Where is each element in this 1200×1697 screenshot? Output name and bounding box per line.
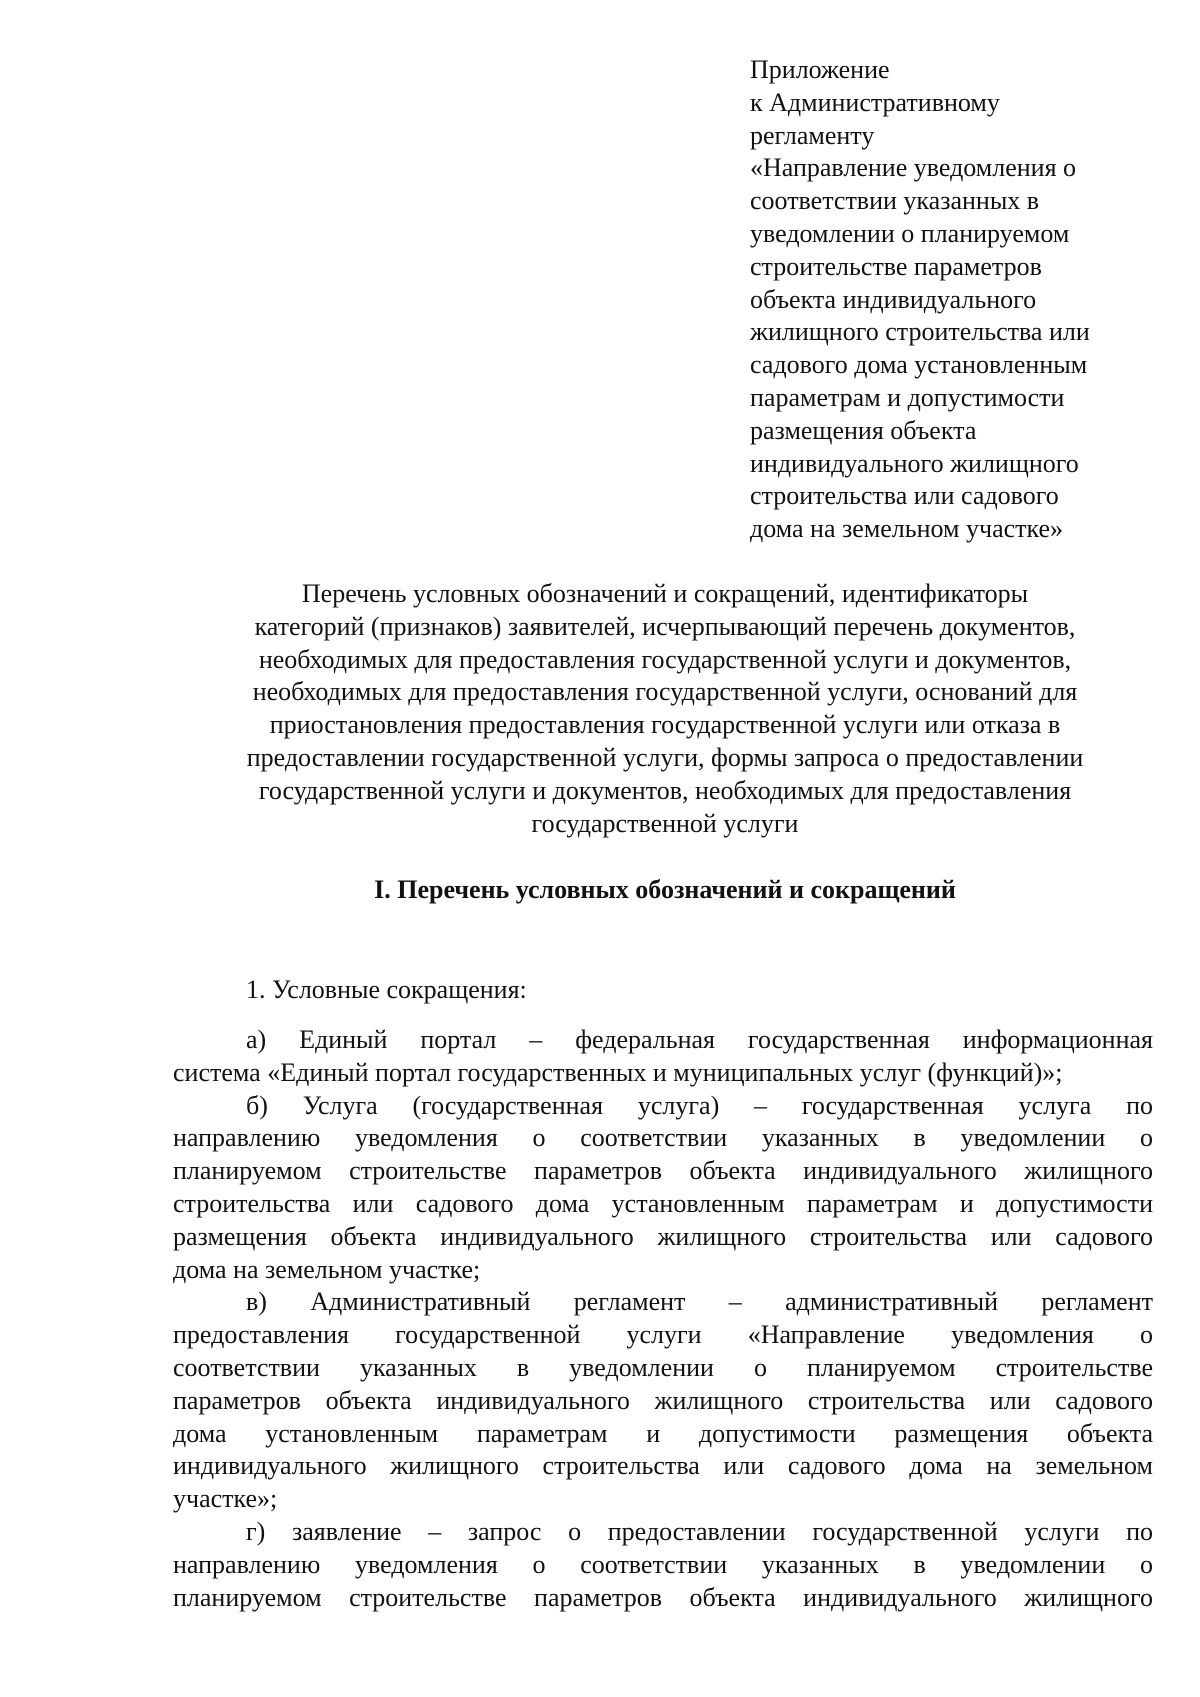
- item-line: в) Административный регламент – административный регламент: [246, 1287, 1153, 1317]
- item-line: планируемом строительстве параметров объекта индивидуального жилищного: [173, 1582, 1153, 1612]
- item-line: индивидуального жилищного строительства или садового дома на земельном: [173, 1451, 1153, 1481]
- list-item: [173, 1286, 1153, 1516]
- list-item: [173, 1024, 1153, 1090]
- item-line: направлению уведомления о соответствии указанных в уведомлении о: [173, 1123, 1153, 1153]
- title-line: категорий (признаков) заявителей, исчерпывающий перечень документов,: [254, 611, 1076, 641]
- appendix-line: объекта индивидуального: [750, 284, 1037, 314]
- appendix-line: размещения объекта: [750, 415, 977, 445]
- appendix-caption: [750, 54, 1150, 546]
- title-line: государственной услуги: [531, 808, 799, 838]
- title-line: приостановления предоставления государственной услуги или отказа в: [269, 710, 1061, 740]
- title-line: Перечень условных обозначений и сокращений, идентификаторы: [301, 579, 1029, 608]
- item-line: соответствии указанных в уведомлении о планируемом строительстве: [173, 1352, 1153, 1382]
- appendix-line: соответствии указанных в: [750, 186, 1040, 216]
- appendix-line: уведомлении о планируемом: [750, 218, 1070, 248]
- title-line: необходимых для предоставления государственной услуги, оснований для: [252, 677, 1078, 707]
- item-line: строительства или садового дома установленным параметрам и допустимости: [173, 1188, 1153, 1218]
- appendix-line: параметрам и допустимости: [750, 382, 1065, 412]
- abbreviations-list: [173, 1024, 1153, 1614]
- title-line: необходимых для предоставления государственной услуги и документов,: [258, 644, 1072, 674]
- item-line: г) заявление – запрос о предоставлении государственной услуги по: [246, 1516, 1153, 1546]
- item-line: б) Услуга (государственная услуга) – государственная услуга по: [246, 1090, 1153, 1120]
- appendix-line: строительства или садового: [750, 481, 1059, 511]
- title-line: предоставлении государственной услуги, формы запроса о предоставлении: [246, 742, 1084, 772]
- appendix-line: садового дома установленным: [750, 350, 1088, 380]
- item-line: предоставления государственной услуги «Направление уведомления о: [173, 1320, 1153, 1350]
- section-heading: I. Перечень условных обозначений и сокращений: [374, 875, 956, 904]
- appendix-line: жилищного строительства или: [750, 317, 1090, 347]
- item-line: дома установленным параметрам и допустимости размещения объекта: [173, 1418, 1153, 1448]
- appendix-line: строительстве параметров: [750, 251, 1042, 281]
- appendix-line: к Административному: [750, 87, 1000, 117]
- list-item: [173, 1516, 1153, 1614]
- item-line: планируемом строительстве параметров объекта индивидуального жилищного: [173, 1156, 1153, 1186]
- item-line: параметров объекта индивидуального жилищного строительства или садового: [173, 1385, 1153, 1415]
- appendix-line: Приложение: [750, 55, 890, 84]
- title-line: государственной услуги и документов, необходимых для предоставления: [258, 775, 1072, 805]
- subsection-title: 1. Условные сокращения:: [246, 975, 527, 1004]
- appendix-line: дома на земельном участке»: [750, 514, 1064, 544]
- appendix-line: «Направление уведомления о: [750, 153, 1077, 183]
- item-line: дома на земельном участке;: [173, 1254, 481, 1284]
- item-line: размещения объекта индивидуального жилищного строительства или садового: [173, 1221, 1153, 1251]
- item-line: участке»;: [173, 1484, 278, 1514]
- appendix-line: регламенту: [750, 120, 875, 150]
- list-item: [173, 1090, 1153, 1287]
- document-title: [175, 578, 1155, 840]
- appendix-line: индивидуального жилищного: [750, 448, 1079, 478]
- item-line: система «Единый портал государственных и муниципальных услуг (функций)»;: [173, 1057, 1063, 1087]
- item-line: а) Единый портал – федеральная государственная информационная: [246, 1025, 1153, 1054]
- item-line: направлению уведомления о соответствии указанных в уведомлении о: [173, 1549, 1153, 1579]
